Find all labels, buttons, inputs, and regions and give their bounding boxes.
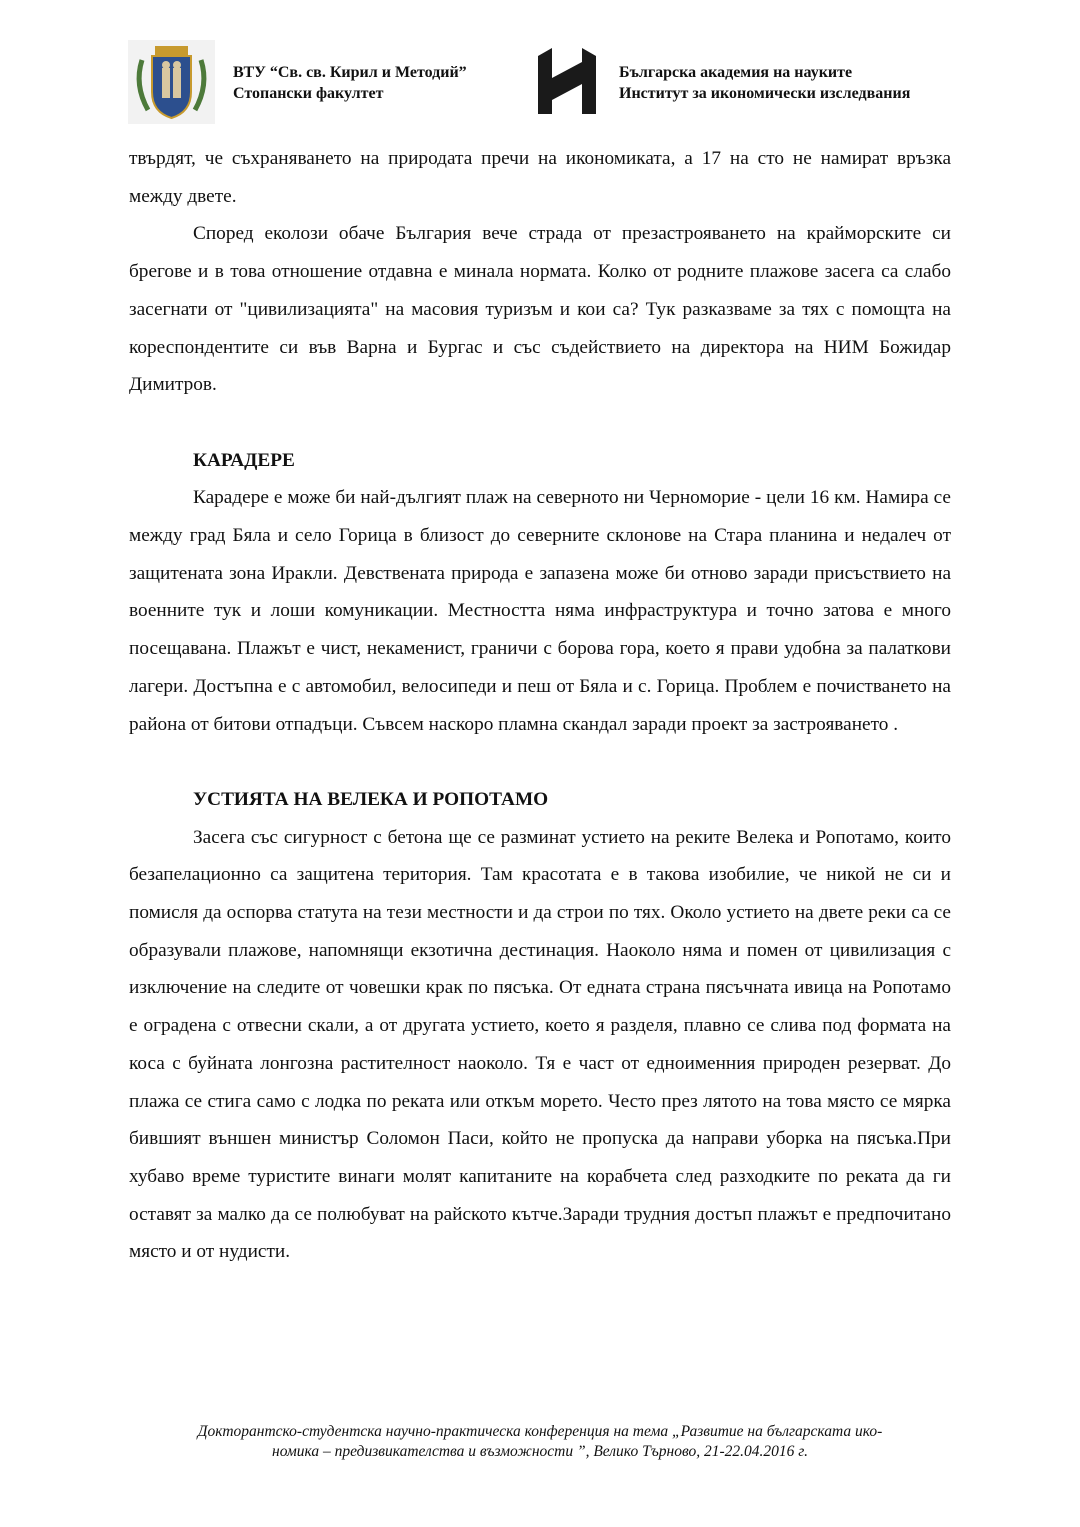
paragraph-intro: Според еколози обаче България вече страда от презастрояването на крайморските си брегове и в това отношение отдавна е минала нормата. Колко от родните плажове засега са слабо засегнати от "цивилизацията" на масовия туризъм и кои са? Тук разказваме за тях с помощта на кореспондентите си във Варна и Бургас и със съдействието на директора на НИМ Божидар Димитров. [129,223,951,396]
university-line-2: Стопански факултет [233,85,384,102]
paragraph-karadere: Карадере е може би най-дългият плаж на северното ни Черноморие - цели 16 км. Намира се между град Бяла и село Горица в близост до северните склонове на Стара планина и недалеч от защитената зона Иракли. Девствената природа е запазена може би отново заради присъствието на военните тук и лоши комуникации. Местността няма инфраструктура и точно затова е много посещавана. Плажът е чист, некаменист, граничи с борова гора, което я прави удобна за палаткови лагери. Достъпна е с автомобил, велосипеди и пеш от Бяла и с. Горица. Проблем е почистването на района от битови отпадъци. Съвсем наскоро пламна скандал заради проект за застрояването . [129,487,951,735]
section-heading-veleka-ropotamo: УСТИЯТА НА ВЕЛЕКА И РОПОТАМО [193,788,549,810]
university-line-1: ВТУ “Св. св. Кирил и Методий” [233,64,467,81]
university-crest-logo [128,40,215,124]
section-heading-karadere: КАРАДЕРЕ [193,449,295,471]
footer-line-2: номика – предизвикателства и възможности ”, Велико Търново, 21-22.04.2016 г. [272,1443,808,1460]
institute-line-1: Българска академия на науките [619,64,853,81]
spacer [129,404,951,442]
university-name [233,62,467,104]
article-body [129,140,951,1271]
spacer [129,743,951,781]
institute-line-2: Институт за икономически изследвания [619,85,911,102]
footer-line-1: Докторантско-студентска научно-практическа конференция на тема „Развитие на българската ико- [197,1423,883,1440]
page-header [0,0,1080,130]
paragraph-veleka-ropotamo: Засега със сигурност с бетона ще се разминат устието на реките Велека и Ропотамо, които безапелационно са защитена територия. Там красотата е в такова изобилие, че никой не си и помисля да оспорва статута на тези местности и да строи по тях. Около устието на двете реки са се образували плажове, напомнящи екзотична дестинация. Наоколо няма и помен от цивилизация с изключение на следите от човешки крак по пясъка. От едната страна пясъчната ивица на Ропотамо е оградена с отвесни скали, а от другата устието, което я разделя, плавно се слива под формата на коса с буйната лонгозна растителност наоколо. Тя е част от едноименния природен резерват. До плажа се стига само с лодка по реката или откъм морето. Често през лятото на това място се мярка бившият външен министър Соломон Паси, който не пропуска да направи уборка на пясъка.При хубаво време туристите винаги молят капитаните на корабчета след разходките по реката да ги оставят за малко да се полюбуват на райското кътче.Заради трудния достъп плажът е предпочитано място и от нудисти. [129,826,951,1263]
page-footer [110,1422,970,1462]
institute-logo [538,48,596,114]
paragraph-continued: твърдят, че съхраняването на природата пречи на икономиката, а 17 на сто не намират връзка между двете. [129,148,951,207]
institute-name [619,62,910,104]
